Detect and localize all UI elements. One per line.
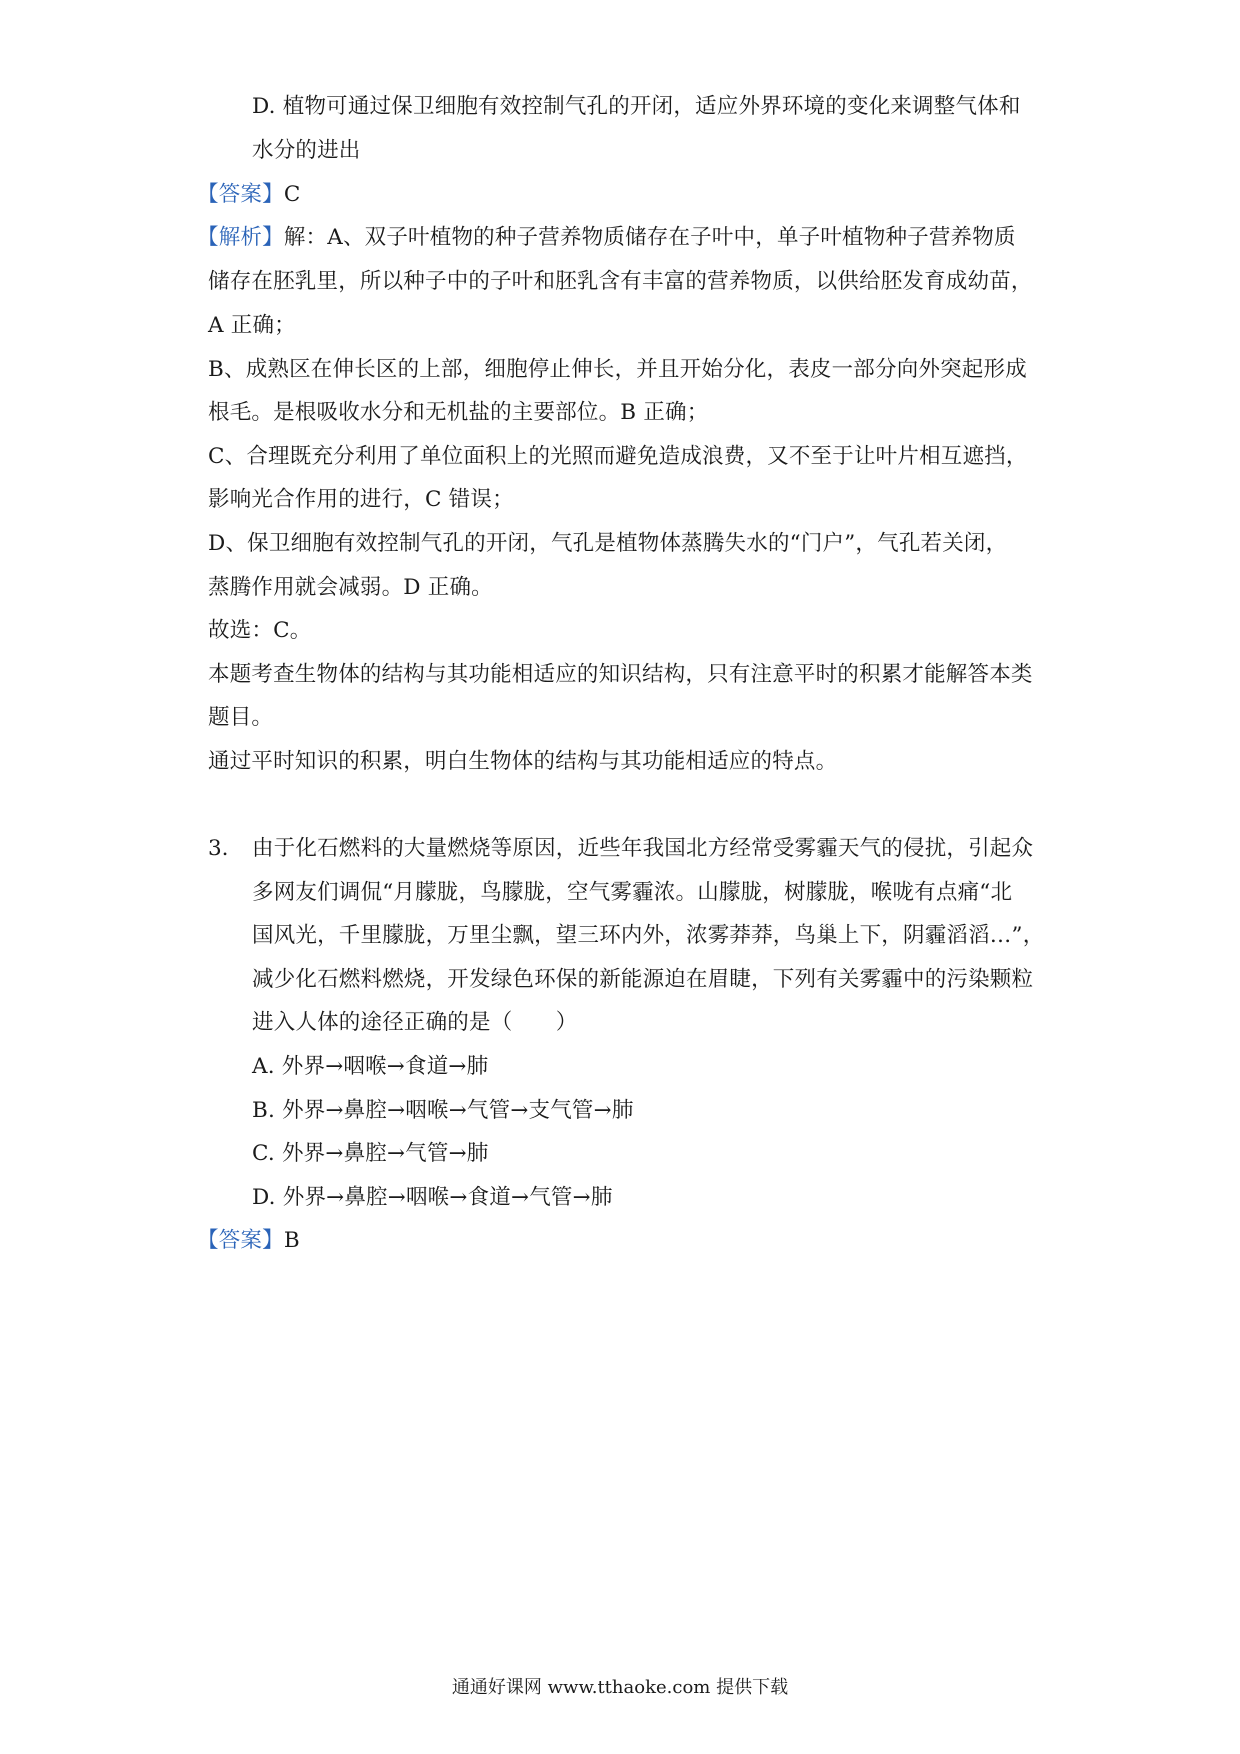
footer-text: 通通好课网 www.tthaoke.com 提供下载 [451, 1677, 789, 1698]
analysis-line: 故选：C。 [208, 618, 312, 643]
question-stem-line: 减少化石燃料燃烧，开发绿色环保的新能源迫在眉睫，下列有关雾霾中的污染颗粒 [252, 967, 1034, 992]
answer-value: C [283, 182, 301, 207]
option-d-line2: 水分的进出 [252, 138, 361, 163]
option-d: D. 外界→鼻腔→咽喉→食道→气管→肺 [252, 1185, 613, 1210]
option-a: A. 外界→咽喉→食道→肺 [252, 1054, 489, 1079]
analysis-line: 通过平时知识的积累，明白生物体的结构与其功能相适应的特点。 [208, 749, 838, 774]
answer-tag: 【答案】 [197, 1228, 284, 1253]
analysis-line: 储存在胚乳里，所以种子中的子叶和胚乳含有丰富的营养物质，以供给胚发育成幼苗， [208, 269, 1033, 294]
analysis-line: 影响光合作用的进行，C 错误； [208, 487, 514, 512]
answer-row-q3 [197, 1226, 300, 1256]
analysis-line: C、合理既充分利用了单位面积上的光照而避免造成浪费，又不至于让叶片相互遮挡， [208, 444, 1028, 469]
analysis-line: 题目。 [208, 705, 274, 730]
analysis-line: 蒸腾作用就会减弱。D 正确。 [208, 575, 493, 600]
analysis-line: B、成熟区在伸长区的上部，细胞停止伸长，并且开始分化，表皮一部分向外突起形成 [208, 357, 1027, 382]
option-b: B. 外界→鼻腔→咽喉→气管→支气管→肺 [252, 1098, 634, 1123]
analysis-line: D、保卫细胞有效控制气孔的开闭，气孔是植物体蒸腾失水的“门户”，气孔若关闭， [208, 531, 1008, 556]
question-number: 3. [208, 836, 229, 861]
answer-tag: 【答案】 [197, 182, 284, 207]
analysis-line: 根毛。是根吸收水分和无机盐的主要部位。B 正确； [208, 400, 709, 425]
answer-row-prev [197, 180, 300, 210]
question-stem-line: 进入人体的途径正确的是（ ） [252, 1010, 578, 1035]
question-stem-line: 国风光，千里朦胧，万里尘飘，望三环内外，浓雾莽莽，鸟巢上下，阴霾滔滔…”， [252, 923, 1045, 948]
analysis-row [197, 223, 1016, 253]
option-d-line1: D. 植物可通过保卫细胞有效控制气孔的开闭，适应外界环境的变化来调整气体和 [252, 94, 1021, 119]
analysis-line: 解：A、双子叶植物的种子营养物质储存在子叶中，单子叶植物种子营养物质 [283, 225, 1016, 250]
option-c: C. 外界→鼻腔→气管→肺 [252, 1141, 489, 1166]
question-stem-line: 多网友们调侃“月朦胧，鸟朦胧，空气雾霾浓。山朦胧，树朦胧，喉咙有点痛“北 [252, 880, 1013, 905]
answer-value: B [283, 1228, 300, 1253]
analysis-tag: 【解析】 [197, 225, 284, 250]
question-stem-line: 由于化石燃料的大量燃烧等原因，近些年我国北方经常受雾霾天气的侵扰，引起众 [252, 836, 1034, 861]
analysis-line: A 正确； [208, 313, 296, 338]
analysis-line: 本题考查生物体的结构与其功能相适应的知识结构，只有注意平时的积累才能解答本类 [208, 662, 1033, 687]
